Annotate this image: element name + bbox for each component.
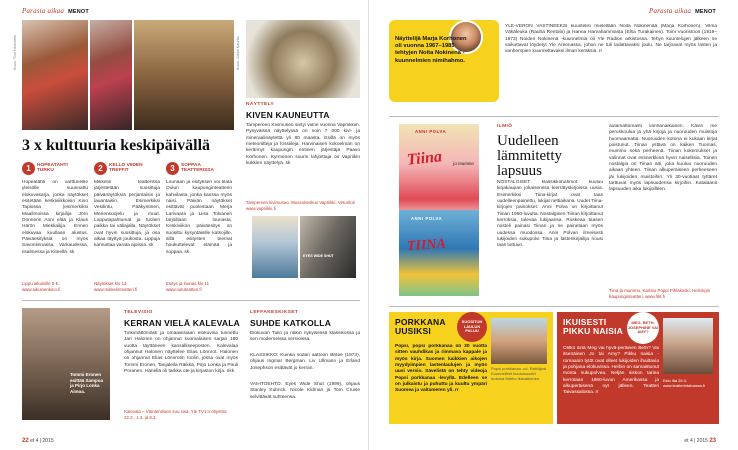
- left-footer: [22, 438, 54, 444]
- photo-credit: Kuva: Toni Härkönen: [13, 34, 17, 70]
- cover1-title: Tiina: [406, 148, 443, 169]
- item-1-heading: HOPEATÄHTI TURKU: [37, 163, 68, 174]
- kalevala-info: Kalevala – Väinämöisen suu sisä. Yle TV1:n ohjelma 22.2., 1.3. ja 8.3.: [124, 409, 227, 420]
- mushroom-info: Tampereen kivimuseo, Museokeskus Vapriikki, Veturitori www.vapriikki.fi: [246, 200, 356, 211]
- photo-man-red: [90, 20, 132, 130]
- mushroom-title: KIVEN KAUNEUTTA: [246, 110, 330, 120]
- mushroom-kicker: NÄYTTELY: [246, 102, 275, 107]
- item-2-heading: KELLO VIIDEN TREFFIT: [109, 163, 143, 174]
- footer-year: 4 | 2015: [35, 438, 54, 444]
- kalevala-title: KERRAN VIELÄ KALEVALA: [124, 318, 240, 328]
- tiina-title: Uudelleen lämmitetty lapsuus: [497, 133, 562, 179]
- photo-pikku-naisia: [663, 318, 713, 374]
- tiina-text: NOSTALGISET klassikkohahmot kuuluu kirjakaupan jokaisenssa kierrätyskirjoissa uusia. Esimerkiksi Tiina-kirjat ovat taas uudelleenpainettu, lukijat nettiaikana. Uudet Tiina-kirjojen painokset: Anni Polva on kirjoittanut Tiinan 1950-luvulta. Nostalgisen Tiinan kirjoittanut kerroksia, tulevaa lukijaansa. Ruskeaa taasen nosteli painasi Tiinan ja ne painetaan myös uudessa muodossa. Anni Polvan ilmeisesti lukijoiden sukupolvi Tiina ja lastenkirjailija nousi taas tuttuun.: [497, 180, 603, 249]
- item-1-number: 1: [22, 162, 35, 175]
- menu-label: MENOT: [68, 9, 89, 15]
- suhde-kicker: LEFFAKESKIKSET: [250, 310, 299, 315]
- page-number: 23: [709, 438, 716, 444]
- item-2-text: Mikkelin teatterissa järjestetään suosittuja päivänäytöksiä perjantaisin ja lauantaisin. Esimerkiksi Vesilintu, Pääkyntinen, Meriensuojelu ja muut. Lopputapahtumat ja tuolien paikka tai väliajalla. Näytökset ovat hyvin suosittuja, ja osa alkaa täyttyä joukosta. Lippuja kannattaa varata ajoissa. sk: [94, 180, 160, 249]
- main-title: 3 x kulttuuria keskipäivällä: [22, 137, 211, 154]
- ikuisesti-text: Olitko sinä Meg vai hyvä-peräinen Beth? Vai itsenäinen Jo tai Amy? Pikku naisia -romaanin tytöt ovat olleet lukijoiden ihailtavia ja pohjana elokuvissa. Heihin on samaistunut monta sukupolvea. Neljän siskon tarina kerrotaan 1860-luvun Amerikassa ja alkuperäisenä nyt jälleen. Teatteri Taivassalossa. rr: [563, 346, 659, 396]
- item-3-info: Esitys ja lounas klo 11 www.ouluteatteri.fi: [166, 281, 210, 292]
- kalevala-text: Tinkimättömästi ja omaaviisiaan elokuvisa tunnettu Jari Halonen on ohjannut suomalaisen sarjan 180 vuotta täyttäneen kansalliseeposten. Kalevalaa ohjannut Halonen näyttelee Elias Lönnrot. Halonen on ohjannut Elias Lönnrotin roolin, jossa ovat myös Tommi Eronen, Tanjaleila Räikkä, Pirjo Lonka ja Pauli Poranen. Hänellä oli tarkka ote ja kirjaston kirja. rikk: [124, 331, 238, 374]
- suhde-title: SUHDE KATKOLLA: [250, 318, 332, 328]
- porkkana-caption: Popsi porkkanaa -cd. Esittäjinä Kuunnelleet kuuluisuudet tuotuna Marko Ikävalkonen.: [491, 366, 546, 381]
- cover2-title: TIINA: [406, 236, 447, 255]
- footer-year: 4 | 2015: [689, 438, 708, 444]
- mushroom-text: Tampereen Kivimuseo siirtyi viime vuonna Vapriikkiin. Pysyväissä näyttelyssä on noin 7 000 kivi- ja mineraalinäytettä yli 80 maasta. Esillä on myös meteoriitteja ja fossiileja. Harvinaisen kokoelman on kerännyt kaupungin entinen järjestäjä Paavo Korhonen. Kyrmenen suurin lahjoittaja on Vapriikin kukkien näyttelyä. sk: [246, 123, 360, 166]
- item-3-number: 3: [166, 162, 179, 175]
- photo-dvd-cover: [300, 216, 356, 278]
- left-header: [22, 7, 89, 15]
- right-header: [649, 7, 716, 15]
- book-cover-tiina-mummo: [399, 124, 479, 224]
- ikuisesti-caption: Esio ilta 26.3. www.teatterintaivassa.fi: [663, 378, 705, 388]
- suhde-vaihtoehto: VAIHTOEHTO: Eyes Wide Shut (1999), ohjaus Stanley Kubrick. Nicole Kidman ja Tom Cruise selvittävät suhteensa.: [250, 382, 360, 400]
- section-label: Parasta aikaa: [649, 7, 692, 15]
- cover1-author: ANNI POLVA: [415, 129, 447, 134]
- footer-issue: et: [30, 438, 35, 444]
- cover2-author: ANNI POLVA: [411, 216, 443, 221]
- right-footer: [684, 438, 716, 444]
- item-3-text: Lounaan ja esityksen voi tilata Oulun kaupunginteatterin kahvilasta, jonka kanssa myös naisi. Päivän näytökset esittävät puolestaan Merja Larivaara ja Liisa Tolvanen tarjoillaan lounasta. Keskiviikon päiväesitys on suosittu kysyntäisille katsojille, sillä esitysten teemat houkuttelevat elämää ja soppaa. sk: [166, 180, 232, 255]
- menu-label: MENOT: [695, 9, 716, 15]
- right-page: [369, 0, 738, 450]
- item-3-heading: SOPPAA TEATTERISSA: [181, 163, 214, 174]
- cover1-sub: ja mummo: [453, 162, 474, 167]
- noita-box-text: Näyttelijä Marja Korhonen oli vuonna 1967–1985 tehtyjen Noita Nokinenä -kuunnelmien nimihahmo.: [395, 36, 467, 64]
- porkkana-badge: SUOSITUN LAULUN PALUU: [457, 312, 487, 342]
- noita-side-text: YLE-VERON VASTINEEKSI kuuntelisi mielellään Noita Nokinenää (Marja Korhonen), Vilma Väkäleuka (Rauha Rentola) ja Hanna Harvahammasta (Elsa Turakainen). Toini Vuoristoon (1919–1973) Noiden Nokinenä -kuunnelmia oli Yle Radion arkistossa. Tehyn kuuntelujen jälkeen ne vaikuttavat löydetyt Yle Areenassa, johon ne tuli ladattavaksi joulu. Ne tarjoavat myös lasten ja vanhempien kuunneltavaksi ilman keräksiä. rr: [505, 24, 717, 55]
- divider: [389, 116, 719, 117]
- item-1-info: Lippu aikuisille 5 € www.aikuinenkino.fi: [22, 281, 61, 292]
- kalevala-kicker: TELEVISIO: [124, 310, 153, 315]
- tiina-kicker: ILMIÖ: [497, 124, 513, 129]
- photo-suitcases: [134, 20, 234, 130]
- porkkana-title: PORKKANA UUSIKSI: [395, 317, 446, 337]
- item-2-info: Näytökset klo 13. www.mikkelinteatteri.fi: [94, 281, 138, 292]
- section-label: Parasta aikaa: [22, 7, 65, 15]
- dvd-title: EYES WIDE SHUT: [303, 254, 334, 258]
- photo-book-cover-1: [252, 216, 298, 278]
- photo-mushroom-stone: [246, 20, 360, 98]
- divider: [389, 306, 719, 307]
- tiina-text-col2: autamattomasti vanhanaikainen. Kävin me peruskoulua ja yhä kirjoja ja nuoruuden muistoja huomaamatta. Nuoruuden kotona ei kukaan kirjat poistunut. Tiinan ystävä on kaiken Tuomas, mummo sekä perheenä. Tiinan kokemukset ja valinnat ovat esimerkkinä hyvin naisellisia. Toinen nostalgia on Tiinan äiti, joka kuuluu nuoruuden aikaan yhteen. Tiinan alkuperäiseen perheeseen jäi lukijoiden muistoihin. Yli 30-vuotiaat tyttäret tarttuvat myös lapsuudensa kirjoihin. Katalaanit lapsuuden aika lukijoilleen.: [609, 124, 717, 193]
- photo-credit-side: Kuva: Jukka Kaurila: [236, 36, 240, 70]
- porkkana-text: Popsi, popsi porkkanaa oli 30 vuotta sitten vauhdikas ja rimmava kappale ja myös kirja. Suomen kaikkien aikojen myydyimpien lastenlaulujen ja myös uusi versio. Sävelistä on tehty videoja Popsi porkkanaa -levyllä. Edelleen se on julkaistu ja puhuttu ja kuultu ympäri Suomea ja valtameren yli. rr: [395, 344, 487, 394]
- ikuisesti-badge: MEG, BETH, JOSEPHINE VAI AMY?: [627, 312, 659, 344]
- photo-kalevala-actors: [22, 308, 110, 420]
- photo-woman-red: [22, 20, 88, 130]
- suhde-klassikko: KLASSIKKO: Kuinka sodan aattoon lähtee (1973), ohjaus Ingmar Bergman. Liv Ullmann ja Erland Josephson esittävät jo kerran.: [250, 353, 360, 371]
- photo-porkkana-cd: [491, 318, 547, 364]
- item-1-text: Hopeatähti on varttuneille yleisölle suunnattu elokuvasarja, jonka näytökset esitetään keskiviikkoisin Kino Tapiossa (esimerkiksi Maailmoissa kirjailija Jörn Donnerin Anni elää ja Klaus Härön Miekkailija. Ennen elokuvaa kuullaan alustus. Päiväesityksiä on myös Savonlinnassa, Varkaudessa, Iisalmessa ja Kiteellä. sk: [22, 180, 88, 255]
- ikuisesti-title: IKUISESTI PIKKU NAISIA: [563, 317, 624, 337]
- kalevala-caption: Tommi Eronen esittää Sampoa ja Pirjo Lonka Aimoa.: [70, 372, 104, 394]
- tiina-info: Tiina ja mummo, Karisto Poppi Pihlakoski, Helsingin kaupunginteatteri, www.hkt.fi: [609, 288, 711, 299]
- suhde-text: Elokuvan Tulin ja näkin nykyisessä klassikossa ja sen moderneissa versioissa.: [250, 331, 360, 343]
- page-number: 22: [22, 438, 29, 444]
- footer-issue: et: [684, 438, 689, 444]
- item-2-number: 2: [94, 162, 107, 175]
- divider: [22, 300, 360, 301]
